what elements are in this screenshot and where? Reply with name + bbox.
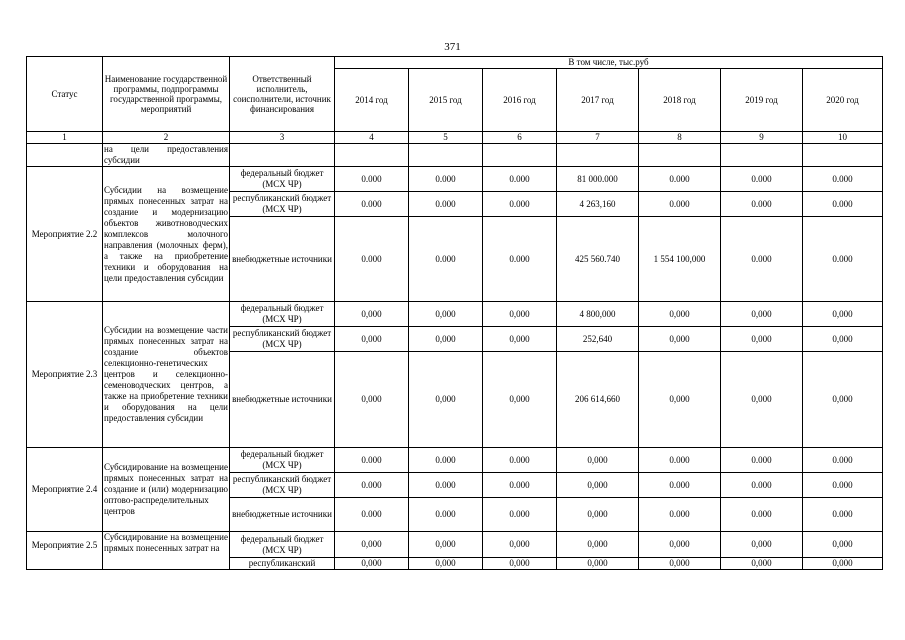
source-offbudget: внебюджетные источники [230,217,335,302]
value-cell: 0.000 [639,473,721,498]
measure-name: Субсидии на возмещение прямых понесенных затрат на создание и модернизацию объектов животноводческих комплексов молочного направления (молочных ферм), а также на приобретение техники и оборудования на цели предоставления субсидии [103,167,230,302]
source-federal: федеральный бюджет (МСХ ЧР) [230,532,335,558]
value-cell: 0,000 [557,532,639,558]
value-cell [409,144,483,167]
column-number: 1 [27,132,103,144]
table-row [27,448,883,473]
column-number: 3 [230,132,335,144]
value-cell: 0,000 [803,327,883,352]
value-cell: 0,000 [557,498,639,532]
value-cell: 0,000 [721,532,803,558]
value-cell: 0,000 [409,302,483,327]
value-cell: 0,000 [721,302,803,327]
value-cell [721,144,803,167]
value-cell: 252,640 [557,327,639,352]
table-row [27,167,883,192]
value-cell: 0.000 [721,473,803,498]
value-cell [803,144,883,167]
column-number: 2 [103,132,230,144]
value-cell: 0.000 [483,448,557,473]
value-cell: 0,000 [483,558,557,570]
header-status: Статус [27,57,103,132]
value-cell: 0.000 [335,192,409,217]
value-cell: 0.000 [409,473,483,498]
value-cell: 0.000 [803,167,883,192]
value-cell: 0,000 [721,352,803,448]
column-number: 4 [335,132,409,144]
value-cell: 0,000 [557,558,639,570]
value-cell: 0,000 [335,532,409,558]
value-cell: 0,000 [409,327,483,352]
column-number: 6 [483,132,557,144]
value-cell: 0,000 [721,327,803,352]
measure-name: на цели предоставления субсидии [104,144,228,165]
value-cell: 0,000 [557,473,639,498]
value-cell [557,144,639,167]
header-year: 2015 год [409,69,483,132]
value-cell: 0.000 [335,498,409,532]
source-republican-partial: республиканский [230,558,335,570]
value-cell: 0.000 [721,217,803,302]
value-cell: 0.000 [409,448,483,473]
source-federal: федеральный бюджет (МСХ ЧР) [230,448,335,473]
header-name: Наименование государственной программы, подпрограммы государственной программы, мероприятий [103,57,230,132]
source-offbudget: внебюджетные источники [230,498,335,532]
header-year: 2014 год [335,69,409,132]
measure-name: Субсидирование на возмещение прямых понесенных затрат на [103,532,230,570]
value-cell: 0,000 [721,558,803,570]
value-cell: 0.000 [483,473,557,498]
value-cell: 0.000 [409,192,483,217]
value-cell: 0.000 [483,217,557,302]
value-cell: 0,000 [409,352,483,448]
value-cell: 0.000 [721,498,803,532]
value-cell: 0,000 [639,352,721,448]
value-cell: 0.000 [409,167,483,192]
measure-status: Мероприятие 2.5 [27,532,103,570]
value-cell: 4 263,160 [557,192,639,217]
source-cell [230,144,335,167]
value-cell: 0.000 [639,192,721,217]
source-offbudget: внебюджетные источники [230,352,335,448]
source-federal: федеральный бюджет (МСХ ЧР) [230,167,335,192]
value-cell: 0.000 [721,192,803,217]
header-row-1 [27,57,883,69]
value-cell: 0.000 [335,448,409,473]
value-cell: 0,000 [803,558,883,570]
value-cell: 0.000 [721,167,803,192]
value-cell: 0,000 [483,302,557,327]
value-cell: 0.000 [803,498,883,532]
value-cell: 0.000 [803,448,883,473]
column-number: 7 [557,132,639,144]
value-cell: 0,000 [803,302,883,327]
table-row [27,302,883,327]
source-federal: федеральный бюджет (МСХ ЧР) [230,302,335,327]
value-cell: 0,000 [483,352,557,448]
value-cell: 1 554 100,000 [639,217,721,302]
value-cell: 0,000 [409,532,483,558]
value-cell: 0,000 [803,532,883,558]
value-cell: 0,000 [803,352,883,448]
value-cell: 0,000 [335,558,409,570]
value-cell: 0.000 [409,498,483,532]
header-year: 2020 год [803,69,883,132]
budget-table [26,56,883,570]
column-number: 8 [639,132,721,144]
value-cell: 0.000 [803,192,883,217]
value-cell: 0,000 [335,327,409,352]
value-cell: 0.000 [721,448,803,473]
status-cell [27,144,103,167]
value-cell: 0,000 [483,532,557,558]
header-year: 2018 год [639,69,721,132]
value-cell: 0,000 [483,327,557,352]
continuation-row [27,144,883,167]
value-cell: 0,000 [639,302,721,327]
source-republican: республиканский бюджет (МСХ ЧР) [230,473,335,498]
header-year: 2016 год [483,69,557,132]
value-cell [483,144,557,167]
value-cell: 0.000 [335,217,409,302]
value-cell: 0.000 [483,192,557,217]
header-year: 2019 год [721,69,803,132]
value-cell: 0,000 [639,532,721,558]
value-cell: 0,000 [639,327,721,352]
page-number: 371 [444,41,461,53]
value-cell: 0.000 [409,217,483,302]
header-including: В том числе, тыс.руб [335,57,883,69]
measure-status: Мероприятие 2.3 [27,302,103,448]
value-cell: 81 000.000 [557,167,639,192]
value-cell: 0,000 [335,352,409,448]
measure-name: Субсидии на возмещение части прямых понесенных затрат на создание объектов селекционно-генетических центров и селекционно-семеноводческих центров, а также на приобретение техники и оборудования на цели предоставления субсидии [103,302,230,448]
source-republican: республиканский бюджет (МСХ ЧР) [230,327,335,352]
column-number: 10 [803,132,883,144]
value-cell: 0,000 [409,558,483,570]
value-cell: 0,000 [557,448,639,473]
measure-status: Мероприятие 2.4 [27,448,103,532]
value-cell: 0.000 [803,217,883,302]
value-cell: 0.000 [483,167,557,192]
column-number-row [27,132,883,144]
value-cell: 0.000 [335,473,409,498]
measure-status: Мероприятие 2.2 [27,167,103,302]
value-cell: 0,000 [639,558,721,570]
value-cell: 0,000 [335,302,409,327]
value-cell [639,144,721,167]
measure-name: Субсидирование на возмещение прямых понесенных затрат на создание и (или) модернизацию оптово-распределительных центров [103,448,230,532]
value-cell: 206 614,660 [557,352,639,448]
value-cell: 0.000 [639,498,721,532]
column-number: 9 [721,132,803,144]
source-republican: республиканский бюджет (МСХ ЧР) [230,192,335,217]
column-number: 5 [409,132,483,144]
header-year: 2017 год [557,69,639,132]
table-row [27,532,883,558]
value-cell [335,144,409,167]
value-cell: 425 560.740 [557,217,639,302]
value-cell: 0.000 [639,448,721,473]
value-cell: 0.000 [639,167,721,192]
value-cell: 0.000 [335,167,409,192]
header-executor: Ответственный исполнитель, соисполнители, источник финансирования [230,57,335,132]
value-cell: 4 800,000 [557,302,639,327]
value-cell: 0.000 [803,473,883,498]
value-cell: 0.000 [483,498,557,532]
